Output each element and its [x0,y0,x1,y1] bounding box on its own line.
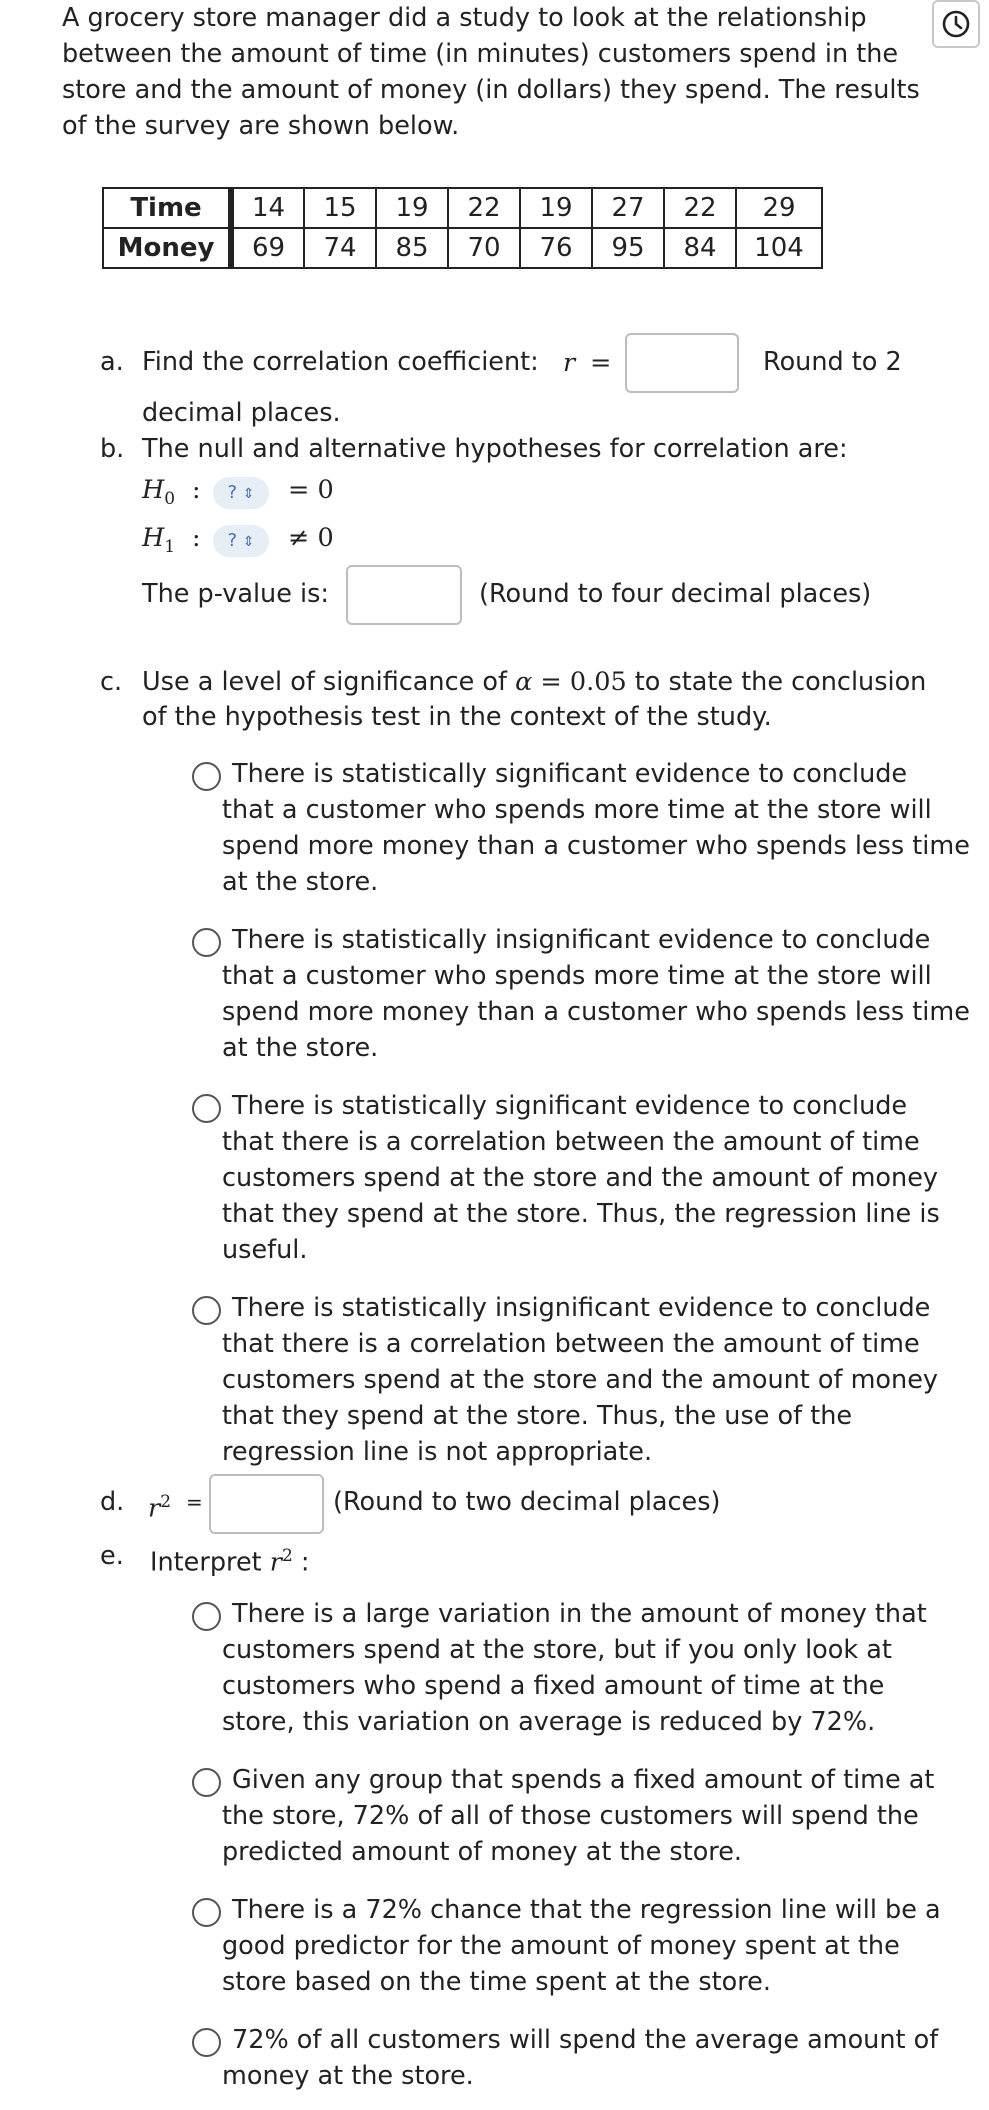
h1-sub: 1 [164,537,176,558]
option-line: spend more money than a customer who spends less time [222,831,970,861]
radio-button[interactable] [192,2028,221,2057]
option-line: There is statistically insignificant evidence to conclude [232,925,931,955]
timer-button[interactable] [932,0,980,48]
option-line: store, this variation on average is reduced by 72%. [222,1707,876,1737]
option-line: regression line is not appropriate. [222,1437,653,1467]
row-label-time: Time [103,188,231,228]
money-cell: 74 [304,228,376,268]
h1-colon: : [192,523,201,553]
alpha-symbol: α [515,667,533,697]
option-line: There is a large variation in the amount of money that [232,1599,927,1629]
data-table [102,187,823,269]
option-line: that a customer who spends more time at the store will [222,795,932,825]
money-cell: 76 [520,228,592,268]
money-cell: 85 [376,228,448,268]
part-c-line1 [142,664,926,700]
part-a-equals: = [590,348,612,378]
radio-button[interactable] [192,1602,221,1631]
pvalue-input[interactable] [346,565,462,625]
part-d-marker: d. [100,1487,125,1517]
money-cell: 69 [231,228,304,268]
option-line: store based on the time spent at the store. [222,1967,771,1997]
part-c-line2: of the hypothesis test in the context of the study. [142,702,772,732]
part-a-round-cont: decimal places. [142,398,341,428]
option-line: There is statistically significant evidence to conclude [232,759,908,789]
h0-select[interactable] [213,474,269,510]
money-cell: 84 [664,228,736,268]
h0-label [142,472,175,517]
row-label-money: Money [103,228,231,268]
time-cell: 27 [592,188,664,228]
r-sup: 2 [281,1546,293,1566]
time-cell: 14 [231,188,304,228]
interpret-colon: : [300,1547,310,1578]
option-line: 72% of all customers will spend the average amount of [232,2025,939,2055]
chevron-updown-icon: ⇕ [242,534,255,550]
time-cell: 19 [520,188,592,228]
part-a-text: Find the correlation coefficient: [142,347,539,377]
time-cell: 15 [304,188,376,228]
option-line: useful. [222,1235,308,1265]
table-row-time [103,188,822,228]
part-b-marker: b. [100,434,125,464]
part-c-text-after: to state the conclusion [634,667,927,697]
radio-button[interactable] [192,1898,221,1927]
r-squared-label [148,1484,171,1527]
part-c-marker: c. [100,667,123,697]
part-d-round: (Round to two decimal places) [333,1487,721,1517]
part-a-marker: a. [100,347,124,377]
time-cell: 19 [376,188,448,228]
option-line: predicted amount of money at the store. [222,1837,743,1867]
h1-select[interactable] [213,522,269,558]
money-cell: 95 [592,228,664,268]
time-cell: 29 [736,188,822,228]
option-line: that there is a correlation between the amount of time [222,1127,920,1157]
h0-colon: : [192,475,201,505]
part-e-marker: e. [100,1541,124,1571]
option-line: the store, 72% of all of those customers will spend the [222,1801,919,1831]
time-cell: 22 [664,188,736,228]
radio-button[interactable] [192,1768,221,1797]
part-b-text: The null and alternative hypotheses for correlation are: [142,434,848,464]
h0-sub: 0 [164,489,176,510]
pvalue-label: The p-value is: [142,579,329,609]
r-letter: r [269,1547,282,1578]
h0-letter: H [142,475,165,505]
problem-intro: A grocery store manager did a study to look at the relationship between the amount of time (in minutes) customers spend in the store and the amount of money (in dollars) they spend. The results of the survey are shown below. [62,3,920,141]
clock-icon [941,9,971,39]
option-line: at the store. [222,867,379,897]
radio-button[interactable] [192,1094,221,1123]
h1-letter: H [142,523,165,553]
table-row-money [103,228,822,268]
option-line: customers spend at the store and the amount of money [222,1365,938,1395]
option-line: There is statistically insignificant evidence to conclude [232,1293,931,1323]
option-line: that they spend at the store. Thus, the regression line is [222,1199,940,1229]
correlation-input[interactable] [625,333,739,393]
part-d-equals: = [186,1490,203,1514]
part-c-text-before: Use a level of significance of [142,667,507,697]
time-cell: 22 [448,188,520,228]
option-line: customers spend at the store and the amount of money [222,1163,938,1193]
option-line: at the store. [222,1033,379,1063]
option-line: There is a 72% chance that the regression line will be a [232,1895,941,1925]
part-e-text [150,1538,310,1581]
pvalue-round: (Round to four decimal places) [479,579,872,609]
part-a-round: Round to 2 [763,347,902,377]
interpret-label: Interpret [150,1547,262,1578]
option-line: Given any group that spends a fixed amount of time at [232,1765,935,1795]
h1-select-control[interactable] [213,525,269,557]
money-cell: 70 [448,228,520,268]
h1-label [142,520,175,565]
r-sup: 2 [160,1492,172,1512]
r-letter: r [148,1493,161,1524]
alpha-value: = 0.05 [540,667,627,697]
option-line: good predictor for the amount of money spent at the [222,1931,900,1961]
h0-relation: = 0 [288,475,334,505]
option-line: money at the store. [222,2061,474,2091]
option-line: customers who spend a fixed amount of time at the [222,1671,885,1701]
money-cell: 104 [736,228,822,268]
option-line: that a customer who spends more time at the store will [222,961,932,991]
option-line: There is statistically significant evidence to conclude [232,1091,908,1121]
chevron-updown-icon: ⇕ [242,486,255,502]
part-a-var: r [563,348,576,378]
radio-button[interactable] [192,1296,221,1325]
option-line: that they spend at the store. Thus, the use of the [222,1401,853,1431]
option-line: spend more money than a customer who spends less time [222,997,970,1027]
option-line: customers spend at the store, but if you only look at [222,1635,892,1665]
select-placeholder: ? [227,482,238,503]
h1-relation: ≠ 0 [288,523,334,553]
radio-button[interactable] [192,762,221,791]
h0-select-control[interactable] [213,477,269,509]
r-squared-input[interactable] [209,1474,324,1534]
select-placeholder: ? [227,530,238,551]
option-line: that there is a correlation between the amount of time [222,1329,920,1359]
radio-button[interactable] [192,928,221,957]
